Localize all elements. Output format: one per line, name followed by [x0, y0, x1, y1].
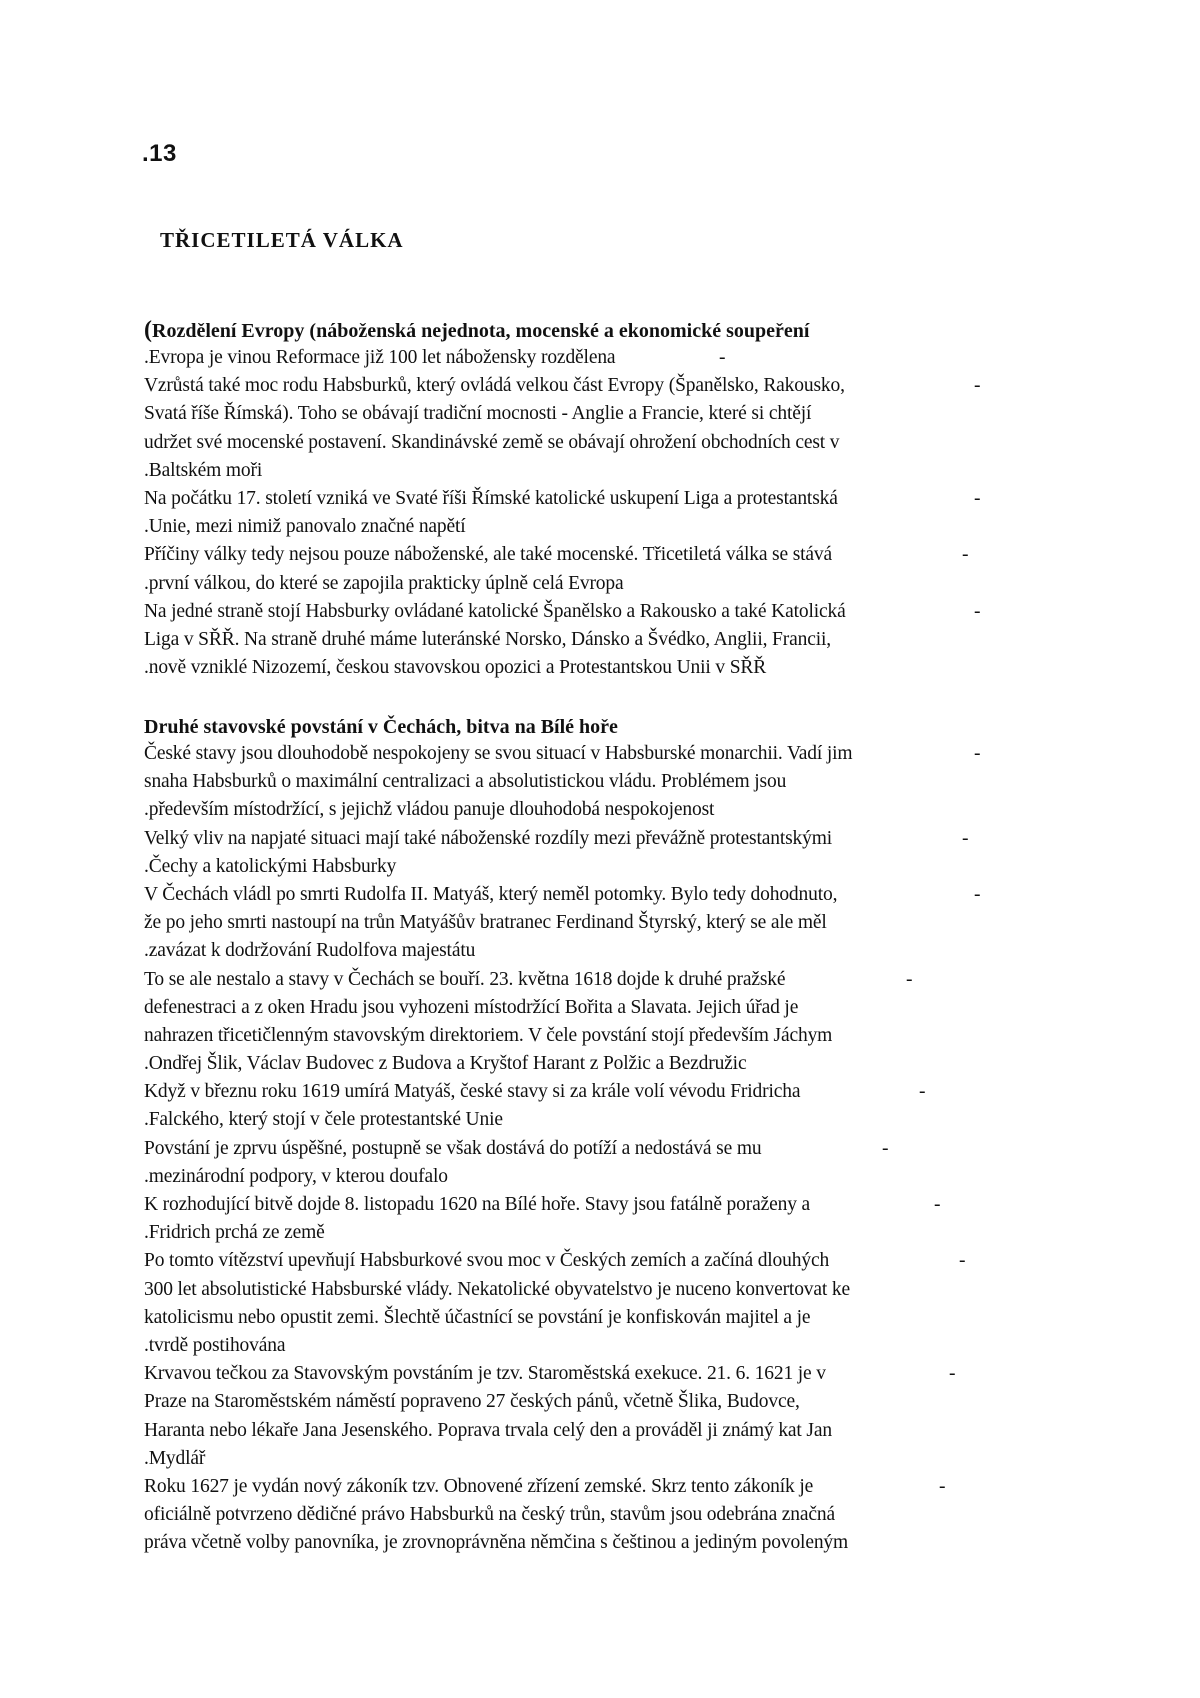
bullet-list — [144, 344, 1044, 682]
bullet-list — [144, 740, 1044, 1557]
bullet-item — [144, 1078, 1044, 1134]
text-line: .Mydlář — [144, 1447, 206, 1469]
text-line: .Unie, mezi nimiž panovalo značné napětí — [144, 516, 466, 538]
bullet-dash: - — [939, 1475, 946, 1497]
text-line: oficiálně potvrzeno dědičné právo Habsburků na český trůn, stavům jsou odebrána značná — [144, 1504, 836, 1526]
text-line: Povstání je zprvu úspěšné, postupně se však dostává do potíží a nedostává se mu — [144, 1137, 762, 1159]
text-line: .mezinárodní podpory, v kterou doufalo — [144, 1165, 448, 1187]
text-line: .Čechy a katolickými Habsburky — [144, 855, 397, 877]
text-line: Když v březnu roku 1619 umírá Matyáš, české stavy si za krále volí vévodu Fridricha — [144, 1081, 801, 1103]
bullet-item — [144, 598, 1044, 683]
text-line: že po jeho smrti nastoupí na trůn Matyášův bratranec Ferdinand Štyrský, který se ale měl — [144, 912, 827, 934]
heading-paren: ( — [144, 317, 152, 343]
bullet-dash: - — [974, 600, 981, 622]
bullet-dash: - — [882, 1137, 889, 1159]
bullet-dash: - — [974, 883, 981, 905]
bullet-item — [144, 966, 1044, 1079]
text-line: práva včetně volby panovníka, je zrovnoprávněna němčina s češtinou a jediným povoleným — [144, 1532, 849, 1554]
bullet-item — [144, 541, 1044, 597]
text-line: .tvrdě postihována — [144, 1334, 286, 1356]
text-line: To se ale nestalo a stavy v Čechách se bouří. 23. května 1618 dojde k druhé pražské — [144, 968, 786, 990]
bullet-item — [144, 372, 1044, 485]
text-line: .zavázat k dodržování Rudolfova majestátu — [144, 940, 476, 962]
bullet-dash: - — [962, 544, 969, 566]
section-heading — [144, 316, 1044, 344]
bullet-item — [144, 1247, 1044, 1360]
bullet-dash: - — [919, 1081, 926, 1103]
bullet-item — [144, 881, 1044, 966]
text-line: .Evropa je vinou Reformace již 100 let nábožensky rozdělena — [144, 347, 616, 368]
text-line: katolicismu nebo opustit zemi. Šlechtě účastnící se povstání je konfiskován majitel a je — [144, 1306, 811, 1328]
chapter-title: TŘICETILETÁ VÁLKA — [160, 228, 404, 252]
section-heading — [144, 712, 1044, 740]
text-line: Příčiny války tedy nejsou pouze náboženské, ale také mocenské. Třicetiletá válka se stává — [144, 544, 833, 566]
text-line: V Čechách vládl po smrti Rudolfa II. Matyáš, který neměl potomky. Bylo tedy dohodnuto, — [144, 883, 838, 905]
text-line: Liga v SŘŘ. Na straně druhé máme luteránské Norsko, Dánsko a Švédko, Anglii, Francii, — [144, 628, 831, 650]
text-line: Na počátku 17. století vzniká ve Svaté říši Římské katolické uskupení Liga a protestantská — [144, 487, 838, 509]
bullet-item — [144, 1135, 1044, 1191]
heading-text: Rozdělení Evropy (náboženská nejednota, mocenské a ekonomické soupeření — [152, 320, 810, 342]
text-line: Po tomto vítězství upevňují Habsburkové svou moc v Českých zemích a začíná dlouhých — [144, 1250, 830, 1272]
bullet-item — [144, 1191, 1044, 1247]
heading-text: Druhé stavovské povstání v Čechách, bitva na Bílé hoře — [144, 716, 618, 738]
bullet-item — [144, 344, 1044, 372]
text-line: .Falckého, který stojí v čele protestantské Unie — [144, 1109, 503, 1131]
text-line: Svatá říše Římská). Toho se obávají tradiční mocnosti - Anglie a Francie, které si chtějí — [144, 403, 812, 425]
text-line: .Fridrich prchá ze země — [144, 1222, 325, 1244]
bullet-dash: - — [959, 1250, 966, 1272]
bullet-dash: - — [719, 347, 726, 368]
bullet-item — [144, 825, 1044, 881]
section-europe-division — [144, 316, 1044, 682]
chapter-number: .13 — [142, 140, 177, 167]
text-line: udržet své mocenské postavení. Skandinávské země se obávají ohrožení obchodních cest v — [144, 431, 840, 453]
bullet-item — [144, 1360, 1044, 1473]
bullet-dash: - — [974, 375, 981, 397]
bullet-dash: - — [974, 487, 981, 509]
section-bohemian-revolt — [144, 712, 1044, 1557]
text-line: 300 let absolutistické Habsburské vlády. Nekatolické obyvatelstvo je nuceno konvertovat ke — [144, 1278, 851, 1300]
bullet-dash: - — [949, 1363, 956, 1385]
text-line: Krvavou tečkou za Stavovským povstáním je tzv. Staroměstská exekuce. 21. 6. 1621 je v — [144, 1363, 826, 1385]
text-line: .první válkou, do které se zapojila prakticky úplně celá Evropa — [144, 572, 624, 594]
bullet-dash: - — [974, 743, 981, 764]
text-line: České stavy jsou dlouhodobě nespokojeny se svou situací v Habsburské monarchii. Vadí jim — [144, 743, 853, 764]
bullet-item — [144, 1473, 1044, 1558]
text-line: .Ondřej Šlik, Václav Budovec z Budova a Kryštof Harant z Polžic a Bezdružic — [144, 1053, 747, 1075]
text-line: .Baltském moři — [144, 459, 263, 481]
text-line: Vzrůstá také moc rodu Habsburků, který ovládá velkou část Evropy (Španělsko, Rakousko, — [144, 375, 845, 397]
text-line: defenestraci a z oken Hradu jsou vyhozeni místodržící Bořita a Slavata. Jejich úřad je — [144, 996, 799, 1018]
text-line: Haranta nebo lékaře Jana Jesenského. Poprava trvala celý den a prováděl ji známý kat Jan — [144, 1419, 832, 1441]
text-line: Velký vliv na napjaté situaci mají také náboženské rozdíly mezi převážně protestantskými — [144, 827, 833, 849]
text-line: .nově vzniklé Nizozemí, českou stavovskou opozici a Protestantskou Unii v SŘŘ — [144, 657, 767, 679]
text-line: Praze na Staroměstském náměstí popraveno 27 českých pánů, včetně Šlika, Budovce, — [144, 1391, 800, 1413]
bullet-item — [144, 485, 1044, 541]
bullet-item — [144, 740, 1044, 825]
bullet-dash: - — [906, 968, 913, 990]
text-line: snaha Habsburků o maximální centralizaci a absolutistickou vládu. Problémem jsou — [144, 771, 787, 793]
bullet-dash: - — [934, 1194, 941, 1215]
text-line: Roku 1627 je vydán nový zákoník tzv. Obnovené zřízení zemské. Skrz tento zákoník je — [144, 1475, 814, 1497]
bullet-dash: - — [962, 827, 969, 849]
text-line: K rozhodující bitvě dojde 8. listopadu 1620 na Bílé hoře. Stavy jsou fatálně poraženy a — [144, 1194, 811, 1215]
text-line: Na jedné straně stojí Habsburky ovládané katolické Španělsko a Rakousko a také Katolická — [144, 600, 846, 622]
text-line: nahrazen třicetičlenným stavovským direktoriem. V čele povstání stojí především Jáchym — [144, 1024, 833, 1046]
text-line: .především místodržící, s jejichž vládou panuje dlouhodobá nespokojenost — [144, 799, 715, 821]
